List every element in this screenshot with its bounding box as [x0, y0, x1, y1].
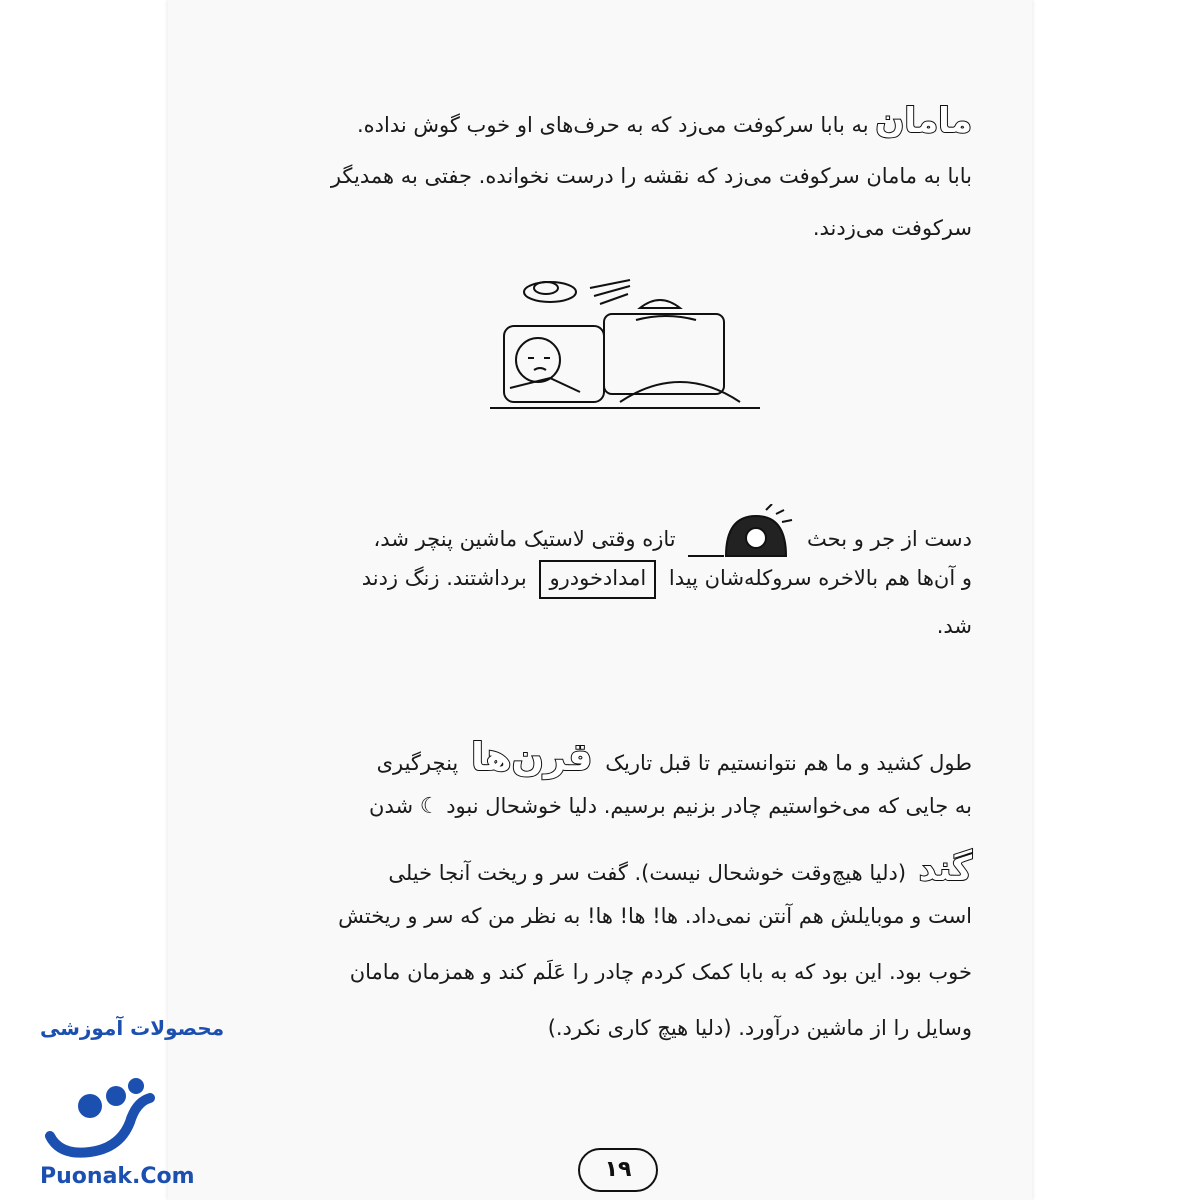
text-line-1 — [356, 101, 972, 141]
text-line-12 — [548, 1018, 972, 1039]
bubble-word-maman: مامان — [875, 101, 972, 141]
text-line-5 — [362, 560, 972, 599]
text-line-9 — [388, 849, 972, 889]
line-10-text: است و موبایلش هم آنتن نمی‌داد. ها! ها! ها! به نظر من که سر و ریختش — [338, 904, 972, 928]
line-7-text-b: طول کشید و ما هم نتوانستیم تا قبل تاریک — [605, 751, 972, 775]
text-line-8 — [369, 796, 972, 818]
line-4-text-a: تازه وقتی لاستیک ماشین پنچر شد، — [373, 527, 676, 551]
bubble-word-gand: گند — [918, 849, 972, 889]
text-line-7 — [376, 735, 972, 779]
text-line-2 — [331, 166, 972, 187]
line-5-text-a: برداشتند. زنگ زدند — [361, 566, 527, 590]
text-line-3 — [813, 218, 972, 239]
puonak-logo — [40, 1066, 160, 1166]
text-line-10 — [338, 906, 972, 927]
moon-icon: ☾ — [419, 794, 440, 819]
text-line-6 — [937, 616, 972, 637]
line-8-text-b: به جایی که می‌خواستیم چادر بزنیم برسیم. دلیا خوشحال نبود — [446, 794, 972, 818]
line-4-text-b: دست از جر و بحث — [807, 527, 972, 551]
bubble-word-qarnha: قرن‌ها — [470, 735, 593, 779]
boxed-word-emdad: امدادخودرو — [539, 560, 656, 599]
line-1-text: به بابا سرکوفت می‌زد که به حرف‌های او خوب گوش نداده. — [356, 113, 869, 137]
line-12-text: وسایل را از ماشین درآورد. (دلیا هیچ کاری نکرد.) — [547, 1016, 972, 1040]
line-7-text-a: پنچرگیری — [376, 751, 459, 775]
line-8-text-a: شدن — [369, 794, 414, 818]
line-11-text: خوب بود. این بود که به بابا کمک کردم چادر را عَلَم کند و همزمان مامان — [349, 960, 972, 984]
text-line-4 — [374, 504, 972, 564]
page-number: ۱۹ — [578, 1148, 658, 1192]
line-9-text: (دلیا هیچ‌وقت خوشحال نیست). گفت سر و ریخت آنجا خیلی — [388, 861, 907, 885]
line-2-text: بابا به مامان سرکوفت می‌زد که نقشه را درست نخوانده. جفتی به همدیگر — [330, 164, 972, 188]
car-illustration — [490, 268, 770, 418]
line-3-text: سرکوفت می‌زدند. — [812, 216, 972, 240]
watermark-title: محصولات آموزشی — [40, 1016, 225, 1040]
line-5-text-b: و آن‌ها هم بالاخره سروکله‌شان پیدا — [668, 566, 972, 590]
line-6-text: شد. — [936, 614, 972, 638]
text-line-11 — [350, 962, 972, 983]
flat-tire-icon — [686, 504, 796, 564]
watermark-url: Puonak.Com — [40, 1164, 195, 1189]
